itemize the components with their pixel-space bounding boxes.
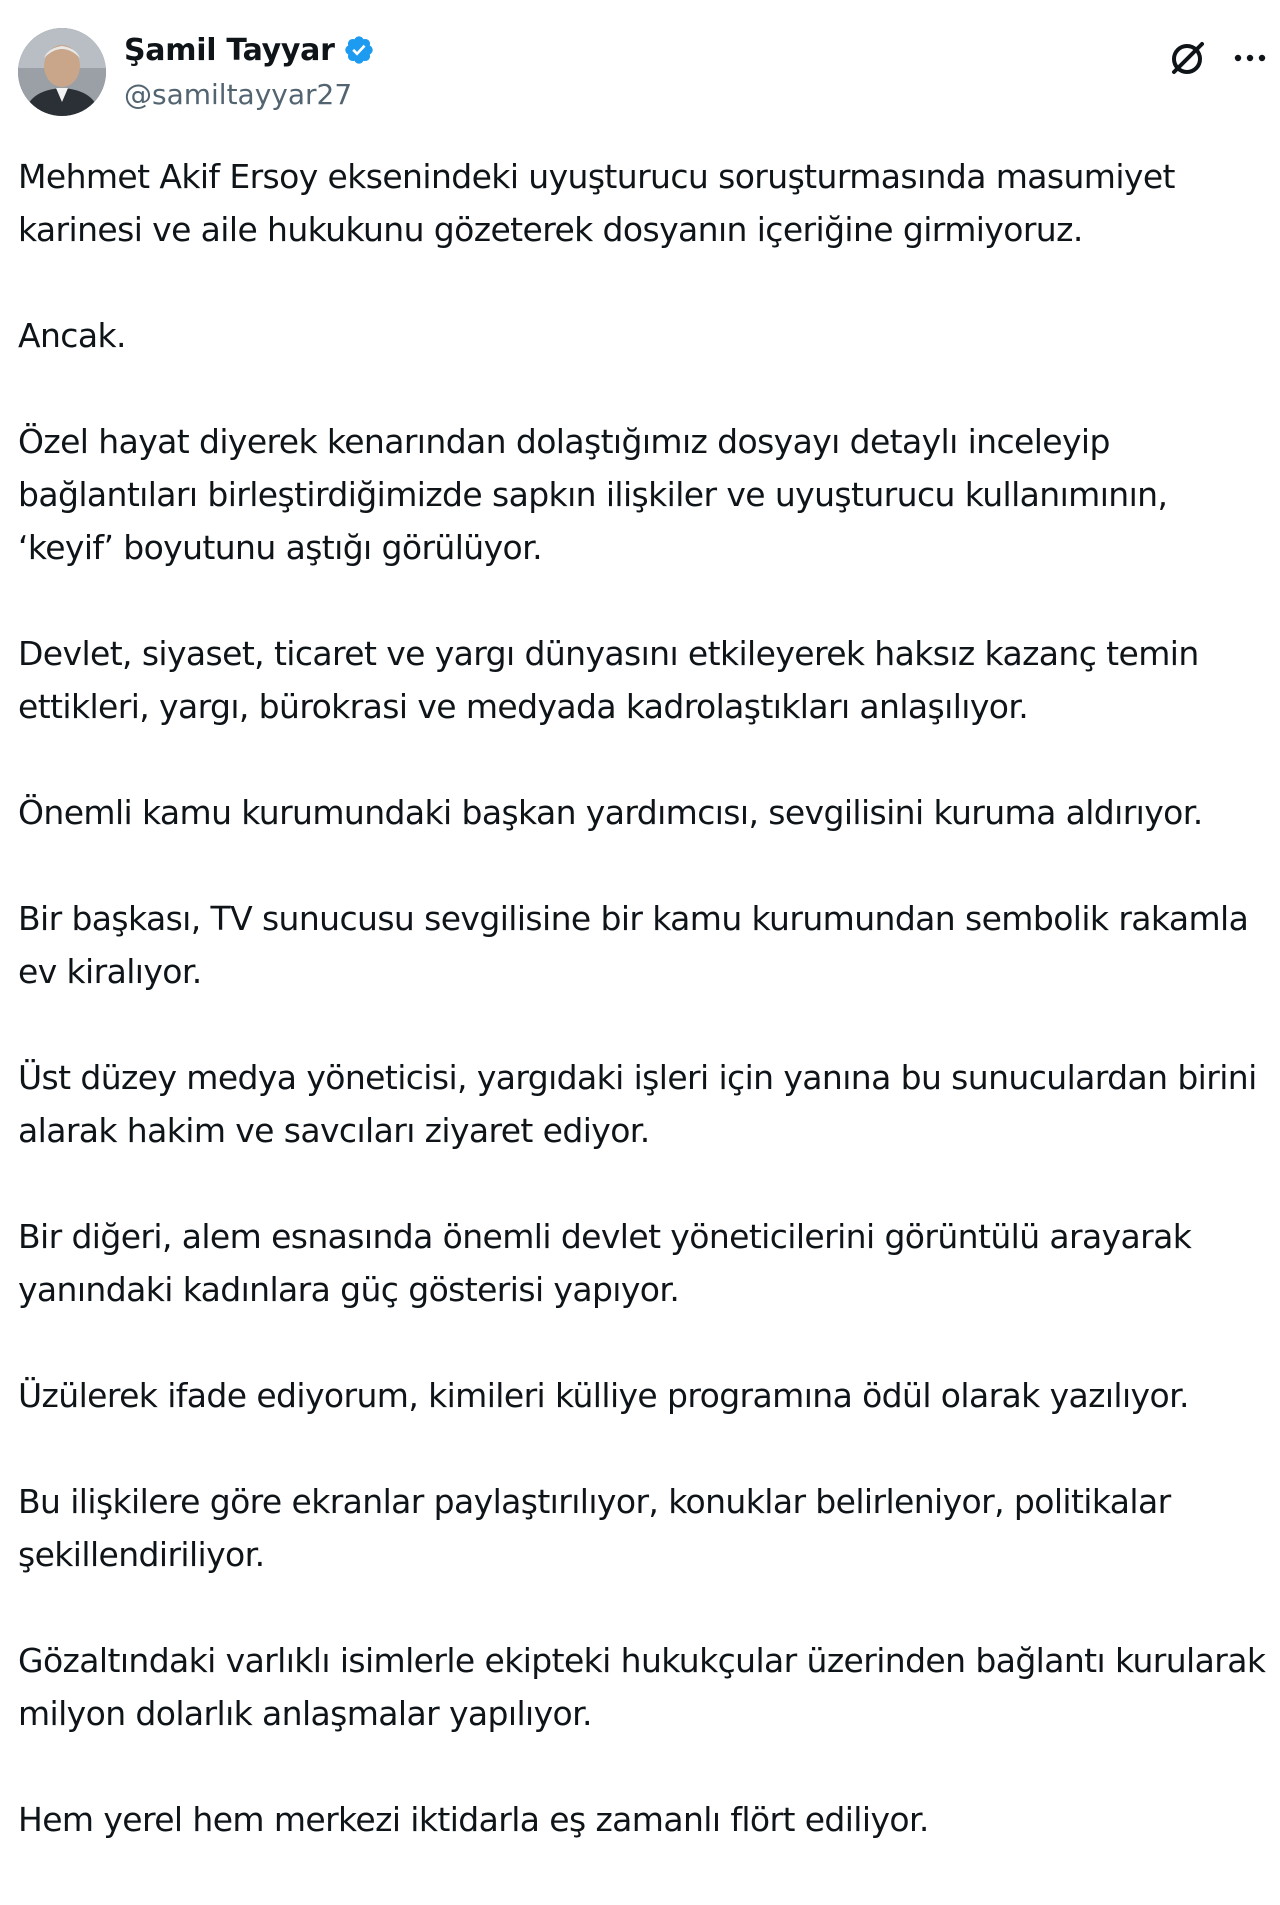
handle[interactable]: @samiltayyar27 [124,78,353,111]
tweet-paragraph: Ancak. [18,316,126,355]
tweet-paragraph: Devlet, siyaset, ticaret ve yargı dünyasını etkileyerek haksız kazanç temin ettikleri, yargı, bürokrasi ve medyada kadrolaştıkları anlaşılıyor. [18,634,1199,726]
grok-icon[interactable] [1166,36,1210,80]
tweet-paragraph: Hem yerel hem merkezi iktidarla eş zamanlı flört ediliyor. [18,1800,929,1839]
tweet-paragraph: Özel hayat diyerek kenarından dolaştığımız dosyayı detaylı inceleyip bağlantıları birleştirdiğimizde sapkın ilişkiler ve uyuşturucu kullanımının, ‘keyif’ boyutunu aştığı görülüyor. [18,422,1168,567]
tweet-paragraph: Bir başkası, TV sunucusu sevgilisine bir kamu kurumundan sembolik rakamla ev kiralıyor. [18,899,1249,991]
display-name[interactable]: Şamil Tayyar [124,32,335,68]
tweet-paragraph: Üst düzey medya yöneticisi, yargıdaki işleri için yanına bu sunuculardan birini alarak hakim ve savcıları ziyaret ediyor. [18,1058,1257,1150]
tweet-paragraph: Önemli kamu kurumundaki başkan yardımcısı, sevgilisini kuruma aldırıyor. [18,793,1203,832]
tweet-header [18,26,1262,122]
tweet-paragraph: Bir diğeri, alem esnasında önemli devlet yöneticilerini görüntülü arayarak yanındaki kadınlara güç gösterisi yapıyor. [18,1217,1192,1309]
name-row [124,30,375,70]
verified-badge-icon [343,34,375,66]
avatar[interactable] [18,28,106,116]
tweet-paragraph: Bu ilişkilere göre ekranlar paylaştırılıyor, konuklar belirleniyor, politikalar şekillendiriliyor. [18,1482,1171,1574]
tweet-paragraph: Mehmet Akif Ersoy eksenindeki uyuşturucu soruşturmasında masumiyet karinesi ve aile hukukunu gözeterek dosyanın içeriğine girmiyoruz. [18,157,1175,249]
tweet-text [18,150,1268,1846]
more-options-icon[interactable] [1228,36,1272,80]
profile-photo [18,28,106,116]
tweet-paragraph: Gözaltındaki varlıklı isimlerle ekipteki hukukçular üzerinden bağlantı kurularak milyon dolarlık anlaşmalar yapılıyor. [18,1641,1266,1733]
tweet-paragraph: Üzülerek ifade ediyorum, kimileri külliye programına ödül olarak yazılıyor. [18,1376,1189,1415]
